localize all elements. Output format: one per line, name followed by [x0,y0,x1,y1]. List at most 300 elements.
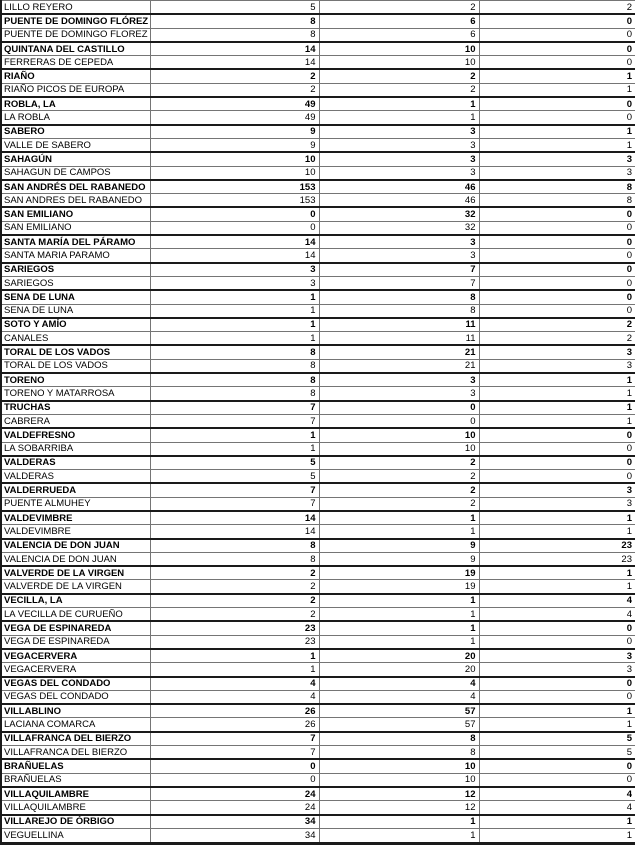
table-row [1,704,635,718]
table-row [1,690,635,704]
table-row [1,483,635,497]
table-row [1,138,635,152]
name-cell: VALLE DE SABERO [1,138,150,152]
table-row [1,539,635,553]
value-cell: 57 [319,704,479,718]
name-cell: TRUCHAS [1,401,150,415]
value-cell: 8 [150,359,319,373]
value-cell: 2 [150,566,319,580]
name-cell: TORAL DE LOS VADOS [1,345,150,359]
value-cell: 10 [319,442,479,456]
value-cell: 4 [319,677,479,691]
value-cell: 0 [150,221,319,235]
value-cell: 1 [150,649,319,663]
value-cell: 10 [150,152,319,166]
table-row [1,332,635,346]
table-row [1,28,635,42]
value-cell: 2 [150,83,319,97]
value-cell: 0 [479,290,635,304]
value-cell: 1 [319,635,479,649]
value-cell: 1 [479,125,635,139]
value-cell: 0 [150,759,319,773]
value-cell: 3 [479,483,635,497]
value-cell: 153 [150,194,319,208]
table-row [1,194,635,208]
table-row [1,42,635,56]
value-cell: 26 [150,704,319,718]
value-cell: 8 [479,180,635,194]
value-cell: 49 [150,111,319,125]
value-cell: 3 [479,152,635,166]
value-cell: 23 [479,552,635,566]
name-cell: QUINTANA DEL CASTILLO [1,42,150,56]
value-cell: 0 [479,221,635,235]
name-cell: VEGUELLINA [1,828,150,843]
name-cell: PUENTE ALMUHEY [1,497,150,511]
value-cell: 3 [319,125,479,139]
value-cell: 4 [479,594,635,608]
table-row [1,180,635,194]
name-cell: VILLAFRANCA DEL BIERZO [1,746,150,760]
name-cell: VILLAREJO DE ÓRBIGO [1,815,150,829]
value-cell: 2 [319,470,479,484]
value-cell: 0 [479,677,635,691]
value-cell: 1 [319,594,479,608]
name-cell: VEGA DE ESPINAREDA [1,635,150,649]
value-cell: 1 [150,428,319,442]
table-row [1,345,635,359]
value-cell: 8 [319,304,479,318]
value-cell: 1 [479,525,635,539]
value-cell: 24 [150,787,319,801]
name-cell: FERRERAS DE CEPEDA [1,56,150,70]
table-row [1,152,635,166]
table-row [1,732,635,746]
name-cell: ROBLA, LA [1,97,150,111]
value-cell: 1 [479,718,635,732]
value-cell: 8 [319,746,479,760]
value-cell: 9 [150,125,319,139]
name-cell: VEGACERVERA [1,649,150,663]
value-cell: 1 [150,332,319,346]
table-row [1,97,635,111]
value-cell: 8 [319,732,479,746]
value-cell: 3 [479,345,635,359]
value-cell: 4 [150,690,319,704]
table-row [1,759,635,773]
value-cell: 1 [479,373,635,387]
table-row [1,497,635,511]
name-cell: BRAÑUELAS [1,759,150,773]
table-row [1,621,635,635]
value-cell: 1 [319,511,479,525]
value-cell: 0 [479,97,635,111]
table-row [1,635,635,649]
name-cell: LILLO REYERO [1,1,150,15]
name-cell: SABERO [1,125,150,139]
value-cell: 4 [479,608,635,622]
table-row [1,801,635,815]
table-row [1,552,635,566]
name-cell: SOTO Y AMÍO [1,318,150,332]
value-cell: 0 [479,249,635,263]
table-row [1,359,635,373]
value-cell: 46 [319,180,479,194]
value-cell: 0 [479,621,635,635]
value-cell: 8 [150,387,319,401]
name-cell: VILLAQUILAMBRE [1,787,150,801]
value-cell: 21 [319,345,479,359]
value-cell: 0 [479,442,635,456]
name-cell: VALENCIA DE DON JUAN [1,552,150,566]
name-cell: SAN EMILIANO [1,207,150,221]
name-cell: CANALES [1,332,150,346]
value-cell: 8 [150,373,319,387]
value-cell: 10 [319,42,479,56]
value-cell: 0 [479,456,635,470]
name-cell: SENA DE LUNA [1,304,150,318]
value-cell: 34 [150,828,319,843]
value-cell: 2 [479,332,635,346]
value-cell: 7 [150,497,319,511]
value-cell: 14 [150,525,319,539]
table-row [1,1,635,15]
value-cell: 0 [479,56,635,70]
name-cell: VEGAS DEL CONDADO [1,690,150,704]
value-cell: 0 [479,14,635,28]
value-cell: 0 [479,235,635,249]
value-cell: 21 [319,359,479,373]
value-cell: 1 [479,387,635,401]
value-cell: 9 [319,552,479,566]
value-cell: 1 [479,414,635,428]
value-cell: 2 [150,608,319,622]
value-cell: 0 [479,428,635,442]
table-row [1,387,635,401]
value-cell: 3 [319,138,479,152]
name-cell: BRAÑUELAS [1,773,150,787]
table-row [1,815,635,829]
value-cell: 2 [319,83,479,97]
value-cell: 3 [319,152,479,166]
value-cell: 14 [150,56,319,70]
value-cell: 19 [319,580,479,594]
name-cell: VEGACERVERA [1,663,150,677]
value-cell: 4 [479,787,635,801]
value-cell: 4 [319,690,479,704]
value-cell: 1 [479,580,635,594]
value-cell: 10 [319,56,479,70]
name-cell: VALVERDE DE LA VIRGEN [1,566,150,580]
value-cell: 2 [479,318,635,332]
table-row [1,580,635,594]
name-cell: VALDEVIMBRE [1,511,150,525]
value-cell: 0 [150,773,319,787]
value-cell: 12 [319,787,479,801]
value-cell: 7 [150,732,319,746]
value-cell: 32 [319,221,479,235]
table-row [1,318,635,332]
name-cell: CABRERA [1,414,150,428]
table-row [1,525,635,539]
value-cell: 153 [150,180,319,194]
table-row [1,828,635,843]
value-cell: 20 [319,649,479,663]
value-cell: 4 [150,677,319,691]
value-cell: 2 [150,594,319,608]
value-cell: 7 [150,746,319,760]
table-row [1,594,635,608]
value-cell: 1 [319,525,479,539]
name-cell: PUENTE DE DOMINGO FLOREZ [1,28,150,42]
value-cell: 3 [319,166,479,180]
value-cell: 14 [150,42,319,56]
value-cell: 3 [150,276,319,290]
table-row [1,401,635,415]
name-cell: SENA DE LUNA [1,290,150,304]
value-cell: 2 [319,1,479,15]
name-cell: RIAÑO PICOS DE EUROPA [1,83,150,97]
value-cell: 3 [319,373,479,387]
value-cell: 2 [319,456,479,470]
value-cell: 1 [319,828,479,843]
value-cell: 1 [479,138,635,152]
value-cell: 5 [150,1,319,15]
name-cell: VALVERDE DE LA VIRGEN [1,580,150,594]
name-cell: RIAÑO [1,69,150,83]
table-row [1,290,635,304]
value-cell: 2 [479,1,635,15]
value-cell: 10 [150,166,319,180]
table-row [1,456,635,470]
value-cell: 1 [479,83,635,97]
value-cell: 4 [479,801,635,815]
name-cell: TORAL DE LOS VADOS [1,359,150,373]
value-cell: 1 [479,704,635,718]
name-cell: VEGAS DEL CONDADO [1,677,150,691]
value-cell: 0 [479,28,635,42]
table-row [1,207,635,221]
value-cell: 3 [479,649,635,663]
name-cell: SANTA MARÍA DEL PÁRAMO [1,235,150,249]
value-cell: 26 [150,718,319,732]
table-row [1,111,635,125]
value-cell: 0 [319,401,479,415]
table-row [1,373,635,387]
value-cell: 1 [150,304,319,318]
value-cell: 1 [150,318,319,332]
value-cell: 24 [150,801,319,815]
name-cell: LACIANA COMARCA [1,718,150,732]
name-cell: TORENO [1,373,150,387]
value-cell: 1 [479,828,635,843]
value-cell: 2 [319,497,479,511]
value-cell: 8 [150,345,319,359]
value-cell: 9 [150,138,319,152]
table-row [1,166,635,180]
value-cell: 6 [319,28,479,42]
value-cell: 5 [479,732,635,746]
value-cell: 7 [150,483,319,497]
name-cell: SAHAGUN DE CAMPOS [1,166,150,180]
name-cell: VILLAQUILAMBRE [1,801,150,815]
table-row [1,235,635,249]
value-cell: 8 [150,539,319,553]
name-cell: SAN ANDRÉS DEL RABANEDO [1,180,150,194]
value-cell: 1 [319,111,479,125]
value-cell: 1 [150,290,319,304]
value-cell: 3 [479,497,635,511]
value-cell: 1 [319,621,479,635]
value-cell: 0 [479,111,635,125]
value-cell: 0 [479,42,635,56]
table-row [1,428,635,442]
value-cell: 7 [150,414,319,428]
value-cell: 11 [319,318,479,332]
name-cell: VALDERRUEDA [1,483,150,497]
name-cell: SARIEGOS [1,276,150,290]
value-cell: 6 [319,14,479,28]
value-cell: 1 [479,69,635,83]
value-cell: 2 [150,69,319,83]
value-cell: 1 [479,566,635,580]
name-cell: PUENTE DE DOMINGO FLÓREZ [1,14,150,28]
value-cell: 0 [319,414,479,428]
value-cell: 0 [479,263,635,277]
value-cell: 14 [150,249,319,263]
value-cell: 23 [150,621,319,635]
name-cell: VILLAFRANCA DEL BIERZO [1,732,150,746]
name-cell: SAHAGÚN [1,152,150,166]
value-cell: 8 [479,194,635,208]
value-cell: 8 [150,28,319,42]
value-cell: 7 [319,263,479,277]
name-cell: LA SOBARRIBA [1,442,150,456]
value-cell: 1 [150,663,319,677]
value-cell: 8 [150,14,319,28]
value-cell: 1 [479,511,635,525]
value-cell: 8 [319,290,479,304]
table-row [1,773,635,787]
value-cell: 57 [319,718,479,732]
value-cell: 14 [150,511,319,525]
value-cell: 1 [479,401,635,415]
value-cell: 34 [150,815,319,829]
table-row [1,442,635,456]
table-row [1,677,635,691]
name-cell: VALDERAS [1,456,150,470]
value-cell: 14 [150,235,319,249]
value-cell: 0 [479,690,635,704]
name-cell: VILLABLINO [1,704,150,718]
table-row [1,125,635,139]
table-row [1,663,635,677]
value-cell: 1 [150,442,319,456]
value-cell: 1 [319,815,479,829]
table-row [1,718,635,732]
value-cell: 23 [479,539,635,553]
value-cell: 3 [150,263,319,277]
name-cell: SAN EMILIANO [1,221,150,235]
value-cell: 20 [319,663,479,677]
value-cell: 1 [479,815,635,829]
table-row [1,263,635,277]
name-cell: SANTA MARIA PARAMO [1,249,150,263]
name-cell: SARIEGOS [1,263,150,277]
table-row [1,221,635,235]
value-cell: 9 [319,539,479,553]
value-cell: 2 [319,69,479,83]
value-cell: 46 [319,194,479,208]
value-cell: 3 [479,166,635,180]
table-row [1,649,635,663]
table-row [1,746,635,760]
value-cell: 0 [479,470,635,484]
value-cell: 0 [479,773,635,787]
name-cell: TORENO Y MATARROSA [1,387,150,401]
value-cell: 7 [150,401,319,415]
table-row [1,470,635,484]
value-cell: 0 [150,207,319,221]
value-cell: 3 [319,235,479,249]
table-row [1,83,635,97]
value-cell: 2 [150,580,319,594]
name-cell: LA VECILLA DE CURUEÑO [1,608,150,622]
value-cell: 7 [319,276,479,290]
table-row [1,14,635,28]
value-cell: 3 [479,359,635,373]
value-cell: 19 [319,566,479,580]
name-cell: VALDEFRESNO [1,428,150,442]
value-cell: 1 [319,97,479,111]
value-cell: 49 [150,97,319,111]
value-cell: 32 [319,207,479,221]
value-cell: 1 [319,608,479,622]
name-cell: LA ROBLA [1,111,150,125]
value-cell: 10 [319,759,479,773]
value-cell: 10 [319,428,479,442]
value-cell: 8 [150,552,319,566]
table-row [1,56,635,70]
value-cell: 5 [150,456,319,470]
table-row [1,511,635,525]
value-cell: 3 [479,663,635,677]
value-cell: 0 [479,759,635,773]
value-cell: 12 [319,801,479,815]
value-cell: 3 [319,387,479,401]
name-cell: SAN ANDRES DEL RABANEDO [1,194,150,208]
table-row [1,276,635,290]
value-cell: 11 [319,332,479,346]
value-cell: 0 [479,207,635,221]
value-cell: 5 [150,470,319,484]
name-cell: VALDEVIMBRE [1,525,150,539]
value-cell: 2 [319,483,479,497]
value-cell: 0 [479,635,635,649]
value-cell: 0 [479,276,635,290]
name-cell: VECILLA, LA [1,594,150,608]
name-cell: VALENCIA DE DON JUAN [1,539,150,553]
table-body [1,1,635,844]
value-cell: 3 [319,249,479,263]
table-row [1,304,635,318]
value-cell: 5 [479,746,635,760]
table-row [1,787,635,801]
name-cell: VALDERAS [1,470,150,484]
name-cell: VEGA DE ESPINAREDA [1,621,150,635]
value-cell: 0 [479,304,635,318]
table-row [1,249,635,263]
